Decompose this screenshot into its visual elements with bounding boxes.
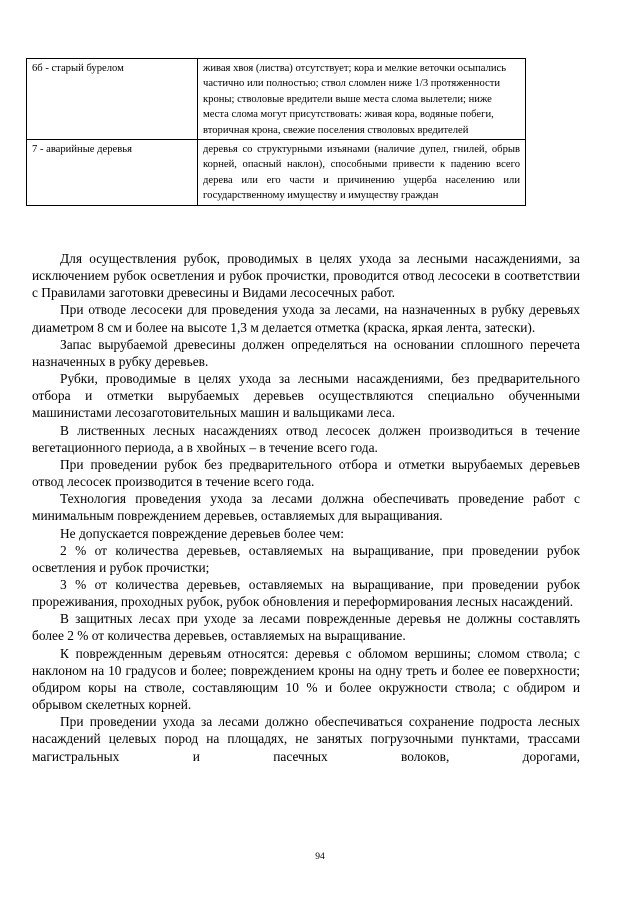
paragraph: Технология проведения ухода за лесами должна обеспечивать проведение работ с минимальным повреждением деревьев, оставляемых для выращивания. xyxy=(32,491,580,524)
paragraph: 3 % от количества деревьев, оставляемых на выращивание, при проведении рубок прореживания, проходных рубок, рубок обновления и переформирования лесных насаждений. xyxy=(32,576,580,610)
body-text xyxy=(32,250,580,765)
paragraph: Рубки, проводимые в целях ухода за лесными насаждениями, без предварительного отбора и отметки вырубаемых деревьев осуществляются специально обученными машинистами лесозаготовительных машин и вальщиками леса. xyxy=(32,371,580,421)
forest-condition-table xyxy=(26,58,526,206)
description-cell: живая хвоя (листва) отсутствует; кора и мелкие веточки осыпались частично или полностью; ствол сломлен ниже 1/3 протяженности кроны; стволовые вредители выше места слома вылетели; ниже места слома могут присутствовать: живая кора, водяные побеги, вторичная крона, свежие поселения стволовых вредителей xyxy=(198,59,526,140)
paragraph: Для осуществления рубок, проводимых в целях ухода за лесными насаждениями, за исключением рубок осветления и рубок прочистки, проводится отвод лесосеки в соответствии с Правилами заготовки древесины и Видами лесосечных работ. xyxy=(32,251,580,301)
category-cell: 7 - аварийные деревья xyxy=(27,140,198,206)
paragraph: При проведении рубок без предварительного отбора и отметки вырубаемых деревьев отвод лесосек производится в течение всего года. xyxy=(32,456,580,490)
paragraph: В лиственных лесных насаждениях отвод лесосек должен производиться в течение вегетационного периода, а в хвойных – в течение всего года. xyxy=(32,422,580,455)
category-cell: 6б - старый бурелом xyxy=(27,59,198,140)
description-cell: деревья со структурными изъянами (наличие дупел, гнилей, обрыв корней, опасный наклон), способными привести к падению всего дерева или его части и причинению ущерба населению или государственному имуществу и имуществу граждан xyxy=(198,140,526,206)
paragraph: При проведении ухода за лесами должно обеспечиваться сохранение подроста лесных насаждений целевых пород на площадях, не занятых погрузочными пунктами, трассами магистральных и пасечных волоков, дорогами, xyxy=(32,714,580,764)
paragraph: 2 % от количества деревьев, оставляемых на выращивание, при проведении рубок осветления и рубок прочистки; xyxy=(32,542,580,575)
page-number: 94 xyxy=(315,852,325,862)
paragraph: При отводе лесосеки для проведения ухода за лесами, на назначенных в рубку деревьях диаметром 8 см и более на высоте 1,3 м делается отметка (краска, яркая лента, затески). xyxy=(32,302,580,335)
paragraph: Запас вырубаемой древесины должен определяться на основании сплошного перечета назначенных в рубку деревьев. xyxy=(32,336,580,369)
paragraph: Не допускается повреждение деревьев более чем: xyxy=(60,525,344,541)
table-row xyxy=(27,59,526,140)
paragraph: К поврежденным деревьям относятся: деревья с обломом вершины; сломом ствола; с наклоном на 10 градусов и более; повреждением кроны на одну треть и более ее поверхности; обдиром коры на стволе, составляющим 10 % и более окружности ствола; с обдиром и обрывом скелетных корней. xyxy=(32,645,580,713)
table-row xyxy=(27,140,526,206)
paragraph: В защитных лесах при уходе за лесами поврежденные деревья не должны составлять более 2 % от количества деревьев, оставляемых на выращивание. xyxy=(32,611,580,644)
